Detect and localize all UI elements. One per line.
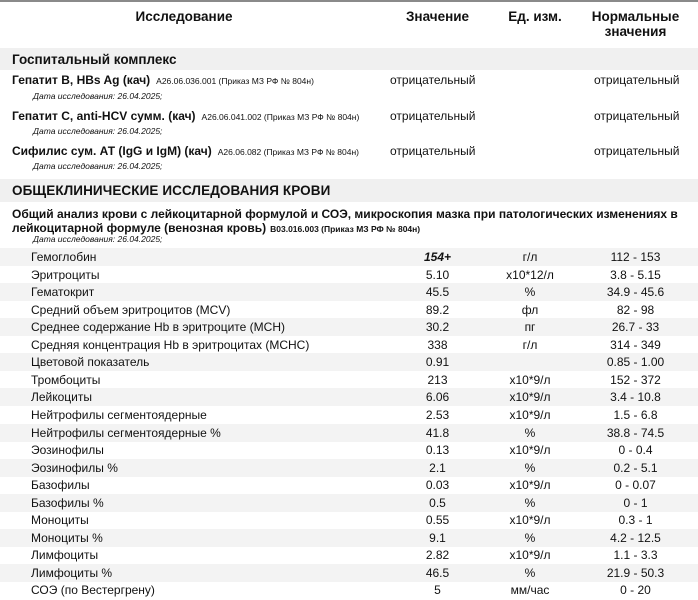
row-normal: 1.1 - 3.3: [613, 548, 658, 563]
row-normal: 112 - 153: [610, 250, 661, 264]
row-normal: 38.8 - 74.5: [606, 425, 665, 440]
row-name: Базофилы %: [31, 495, 104, 510]
row-name: Гемоглобин: [31, 250, 97, 264]
row-value: 0.03: [425, 478, 450, 493]
row-value: 338: [427, 337, 448, 352]
row-value: 45.5: [425, 285, 450, 300]
row-name: Среднее содержание Hb в эритроците (MCH): [31, 320, 285, 335]
table-row: [0, 459, 698, 477]
row-name: Тромбоциты: [31, 372, 101, 387]
row-name: Базофилы: [31, 478, 90, 493]
test-normal: отрицательный: [594, 144, 680, 158]
row-normal: 0 - 1: [623, 495, 648, 510]
row-name: Эозинофилы %: [31, 460, 118, 475]
test-value: отрицательный: [390, 73, 476, 87]
row-value: 2.82: [425, 548, 450, 563]
table-row: [0, 353, 698, 371]
row-unit: %: [524, 495, 536, 510]
row-normal: 0 - 20: [620, 583, 651, 598]
row-value: 9.1: [429, 530, 446, 545]
table-row: [0, 248, 698, 266]
row-normal: 0 - 0.07: [615, 478, 656, 493]
column-header-normal: Нормальные значения: [591, 9, 680, 39]
row-normal: 0.85 - 1.00: [606, 355, 665, 370]
table-row: [0, 564, 698, 582]
table-row: [0, 266, 698, 284]
row-value: 0.91: [425, 355, 450, 370]
row-unit: г/л: [522, 250, 538, 264]
table-row: [0, 301, 698, 319]
section-title-hospital: Госпитальный комплекс: [12, 52, 177, 67]
row-unit: x10*12/л: [506, 267, 554, 282]
row-unit: %: [524, 425, 536, 440]
hospital-test-name: Сифилис сум. АТ (IgG и IgM) (кач) A26.06.082 (Приказ МЗ РФ № 804н): [12, 144, 359, 158]
panel-date: Дата исследования: 26.04.2025;: [33, 234, 163, 244]
row-unit: x10*9/л: [509, 443, 551, 458]
row-name: Эритроциты: [31, 267, 100, 282]
table-row: [0, 388, 698, 406]
row-unit: x10*9/л: [509, 478, 551, 493]
row-unit: %: [524, 285, 536, 300]
row-normal: 0.3 - 1: [618, 513, 653, 528]
section-band-blood: [0, 179, 698, 202]
row-unit: %: [524, 460, 536, 475]
table-row: [0, 283, 698, 301]
row-name: Средняя концентрация Hb в эритроцитах (MCHC): [31, 337, 310, 352]
table-row: [0, 441, 698, 459]
row-name: Моноциты: [31, 513, 89, 528]
row-value: 6.06: [425, 390, 450, 405]
table-row: [0, 318, 698, 336]
table-row: [0, 336, 698, 354]
row-name: Гематокрит: [31, 285, 95, 300]
table-row: [0, 529, 698, 547]
row-value: 5: [434, 583, 441, 598]
row-normal: 0 - 0.4: [618, 443, 653, 458]
row-normal: 3.4 - 10.8: [610, 390, 661, 405]
row-value: 5.10: [425, 267, 450, 282]
row-unit: фл: [521, 302, 539, 317]
column-header-value: Значение: [405, 9, 470, 24]
table-row: [0, 371, 698, 389]
row-name: Лейкоциты: [31, 390, 93, 405]
row-name: СОЭ (по Вестергрену): [31, 583, 155, 598]
hospital-test-name: Гепатит В, HBs Ag (кач) A26.06.036.001 (Приказ МЗ РФ № 804н): [12, 73, 314, 87]
row-unit: x10*9/л: [509, 372, 551, 387]
row-unit: x10*9/л: [509, 390, 551, 405]
panel-title: Общий анализ крови с лейкоцитарной формулой и СОЭ, микроскопия мазка при патологических изменениях в лейкоцитарной формуле (венозная кровь) B03.016.003 (Приказ МЗ РФ № 804н): [12, 207, 678, 235]
test-normal: отрицательный: [594, 109, 680, 123]
row-normal: 3.8 - 5.15: [610, 267, 661, 282]
row-normal: 21.9 - 50.3: [606, 565, 665, 580]
table-row: [0, 511, 698, 529]
row-name: Средний объем эритроцитов (MCV): [31, 302, 231, 317]
test-value: отрицательный: [390, 144, 476, 158]
top-rule: [0, 0, 698, 2]
row-unit: пг: [524, 320, 536, 335]
row-name: Нейтрофилы сегментоядерные: [31, 407, 207, 422]
row-name: Нейтрофилы сегментоядерные %: [31, 425, 221, 440]
table-row: [0, 546, 698, 564]
row-value: 213: [427, 372, 448, 387]
test-code: A26.06.036.001 (Приказ МЗ РФ № 804н): [156, 76, 314, 86]
row-value: 0.13: [425, 443, 450, 458]
section-band-hospital: [0, 48, 698, 70]
test-date: Дата исследования: 26.04.2025;: [33, 126, 163, 136]
test-normal: отрицательный: [594, 73, 680, 87]
row-normal: 82 - 98: [616, 302, 655, 317]
section-title-blood: ОБЩЕКЛИНИЧЕСКИЕ ИССЛЕДОВАНИЯ КРОВИ: [12, 183, 331, 198]
row-normal: 152 - 372: [610, 372, 661, 387]
hospital-test-name: Гепатит С, anti-HCV сумм. (кач) A26.06.041.002 (Приказ МЗ РФ № 804н): [12, 109, 360, 123]
row-value: 0.55: [425, 513, 450, 528]
row-normal: 4.2 - 12.5: [610, 530, 661, 545]
table-row: [0, 476, 698, 494]
table-row: [0, 406, 698, 424]
row-unit: мм/час: [510, 583, 550, 598]
test-code: A26.06.082 (Приказ МЗ РФ № 804н): [217, 147, 359, 157]
table-row: [0, 581, 698, 599]
row-name: Лимфоциты %: [31, 565, 113, 580]
row-normal: 0.2 - 5.1: [613, 460, 658, 475]
column-header-test: Исследование: [135, 9, 233, 24]
row-normal: 314 - 349: [610, 337, 661, 352]
row-name: Эозинофилы: [31, 443, 104, 458]
row-unit: x10*9/л: [509, 548, 551, 563]
row-value: 30.2: [425, 320, 450, 335]
row-unit: %: [524, 530, 536, 545]
row-normal: 26.7 - 33: [611, 320, 660, 335]
test-value: отрицательный: [390, 109, 476, 123]
row-normal: 34.9 - 45.6: [606, 285, 665, 300]
panel-code: B03.016.003 (Приказ МЗ РФ № 804н): [270, 224, 421, 234]
row-unit: x10*9/л: [509, 407, 551, 422]
row-name: Лимфоциты: [31, 548, 99, 563]
row-value: 89.2: [425, 302, 450, 317]
table-row: [0, 424, 698, 442]
test-date: Дата исследования: 26.04.2025;: [33, 91, 163, 101]
test-code: A26.06.041.002 (Приказ МЗ РФ № 804н): [201, 112, 360, 122]
row-value: 0.5: [429, 495, 446, 510]
table-row: [0, 494, 698, 512]
row-unit: x10*9/л: [509, 513, 551, 528]
row-value: 46.5: [425, 565, 450, 580]
row-name: Моноциты %: [31, 530, 103, 545]
row-value: 41.8: [425, 425, 450, 440]
column-header-unit: Ед. изм.: [508, 9, 562, 24]
row-unit: г/л: [522, 337, 538, 352]
row-name: Цветовой показатель: [31, 355, 150, 370]
row-normal: 1.5 - 6.8: [613, 407, 658, 422]
test-date: Дата исследования: 26.04.2025;: [33, 161, 163, 171]
row-value: 2.1: [429, 460, 446, 475]
row-value: 2.53: [425, 407, 450, 422]
row-unit: %: [524, 565, 536, 580]
row-value: 154+: [423, 250, 452, 264]
